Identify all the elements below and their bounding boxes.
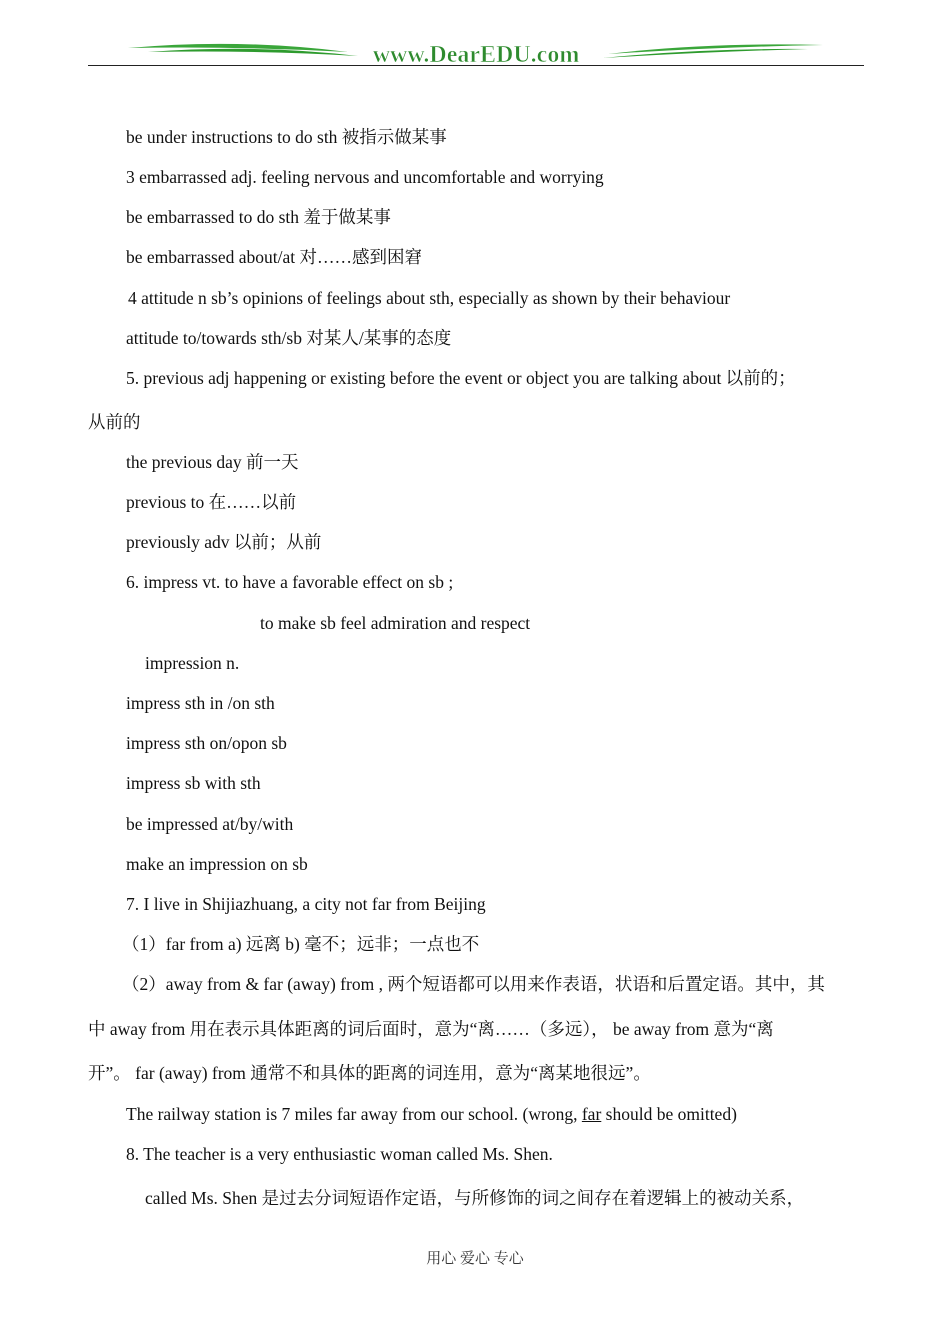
text-line: 5. previous adj happening or existing before the event or object you are talking about 以前的； <box>126 368 796 388</box>
text-line: （1）far from a) 远离 b) 毫不；远非；一点也不 <box>122 934 480 954</box>
text-line: 8. The teacher is a very enthusiastic woman called Ms. Shen. <box>126 1144 553 1164</box>
text-segment: should be omitted) <box>601 1104 737 1124</box>
text-segment: The railway station is 7 miles far away from our school. (wrong, <box>126 1104 582 1124</box>
text-line: be embarrassed about/at 对……感到困窘 <box>126 247 422 267</box>
text-line: be under instructions to do sth 被指示做某事 <box>126 127 447 147</box>
text-line: called Ms. Shen 是过去分词短语作定语，与所修饰的词之间存在着逻辑上的被动关系， <box>145 1188 805 1208</box>
text-line: 4 attitude n sb’s opinions of feelings about sth, especially as shown by their behaviour <box>128 288 731 308</box>
text-line: previous to 在……以前 <box>126 492 297 512</box>
text-line: impress sb with sth <box>126 773 261 793</box>
header-divider <box>88 65 864 66</box>
text-line: the previous day 前一天 <box>126 452 299 472</box>
text-line: attitude to/towards sth/sb 对某人/某事的态度 <box>126 328 452 348</box>
text-line: 6. impress vt. to have a favorable effect on sb ; <box>126 572 454 592</box>
site-name: www.DearEDU.com <box>372 42 580 68</box>
page-footer: 用心 爱心 专心 <box>426 1251 524 1267</box>
text-line: 中 away from 用在表示具体距离的词后面时，意为“离……（多远）， be away from 意为“离 <box>88 1019 774 1039</box>
text-line: previously adv 以前；从前 <box>126 532 322 552</box>
text-line: to make sb feel admiration and respect <box>260 613 531 633</box>
text-line: make an impression on sb <box>126 854 308 874</box>
text-line <box>126 1103 737 1125</box>
text-line: 7. I live in Shijiazhuang, a city not far from Beijing <box>126 894 486 914</box>
right-swoosh-icon-2 <box>603 49 808 58</box>
text-line: be embarrassed to do sth 羞于做某事 <box>126 207 391 227</box>
text-line: be impressed at/by/with <box>126 814 294 834</box>
text-line: 从前的 <box>88 412 141 432</box>
text-line: impress sth on/opon sb <box>126 733 287 753</box>
text-line: 3 embarrassed adj. feeling nervous and uncomfortable and worrying <box>126 167 604 187</box>
text-line: impress sth in /on sth <box>126 693 275 713</box>
underlined-word: far <box>581 1104 602 1124</box>
text-line: （2）away from & far (away) from , 两个短语都可以用来作表语，状语和后置定语。其中，其 <box>122 974 825 994</box>
text-line: impression n. <box>145 653 240 673</box>
text-line: 开”。 far (away) from 通常不和具体的距离的词连用，意为“离某地很远”。 <box>88 1063 651 1083</box>
